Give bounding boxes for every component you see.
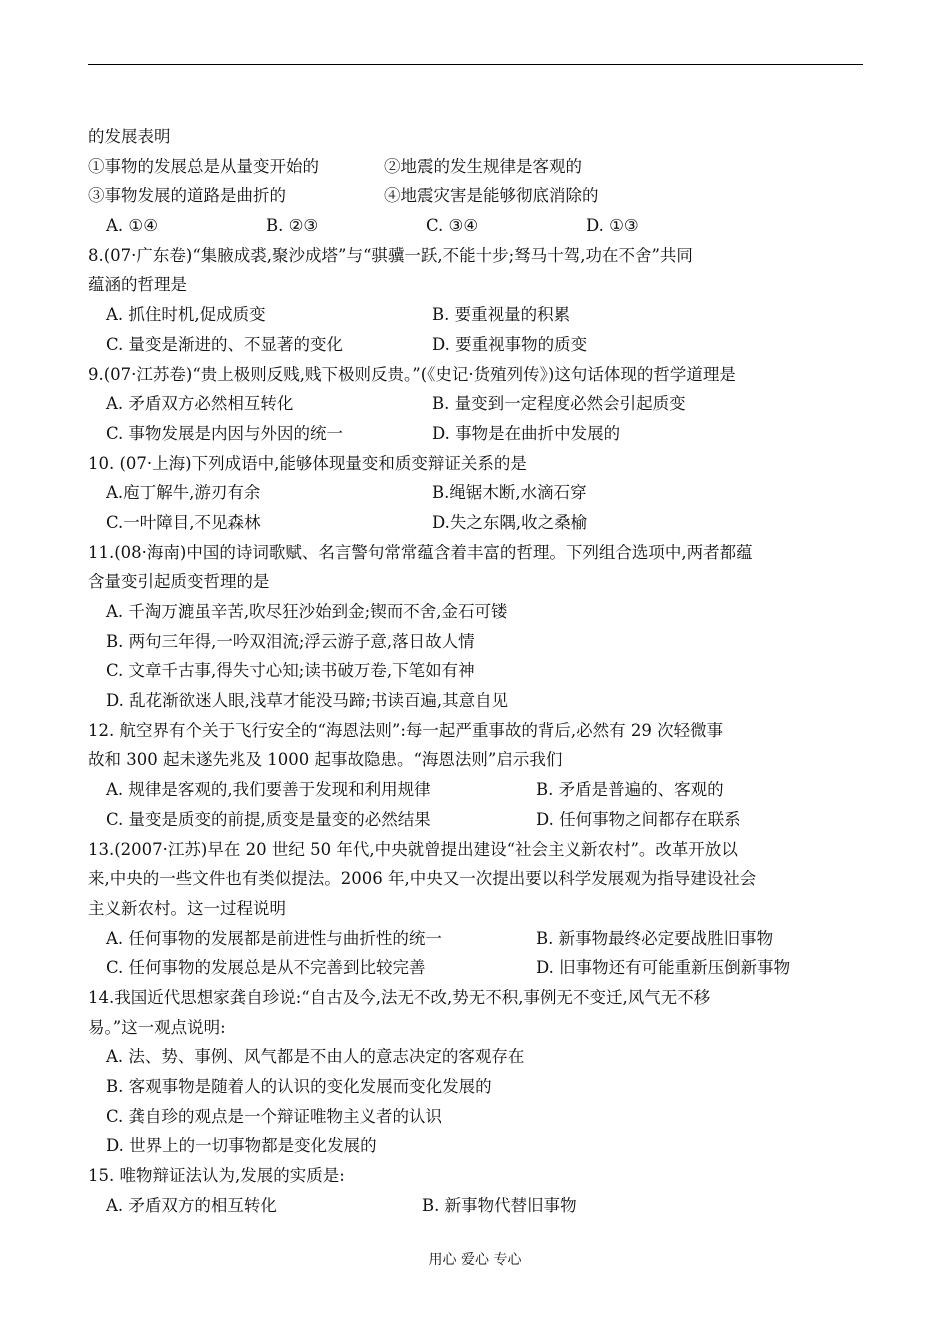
text-line: [88, 656, 868, 686]
option-text: B.绳锯木断,水滴石穿: [432, 483, 587, 503]
option-text: C. ③④: [426, 216, 479, 236]
text-line: [88, 152, 868, 182]
text-line: [88, 1013, 868, 1043]
option-text: A. 规律是客观的,我们要善于发现和利用规律: [106, 780, 431, 800]
text-line: [88, 835, 868, 865]
line-text: D. 乱花渐欲迷人眼,浅草才能没马蹄;书读百遍,其意自见: [106, 691, 509, 711]
text-line: [88, 360, 868, 390]
line-text: C. 文章千古事,得失寸心知;读书破万卷,下笔如有神: [106, 661, 475, 681]
text-line: [88, 805, 868, 835]
option-text: D. 要重视事物的质变: [432, 334, 588, 354]
text-line: [88, 1042, 868, 1072]
option-text: D. ①③: [586, 216, 639, 236]
option-text: B. 新事物最终必定要战胜旧事物: [536, 928, 774, 948]
text-line: [88, 597, 868, 627]
line-text: 来,中央的一些文件也有类似提法。2006 年,中央又一次提出要以科学发展观为指导建设社会: [88, 869, 757, 889]
text-line: [88, 478, 868, 508]
line-text: A. 法、势、事例、风气都是不由人的意志决定的客观存在: [106, 1047, 525, 1067]
option-text: C. 事物发展是内因与外因的统一: [106, 423, 344, 443]
text-line: [88, 686, 868, 716]
text-line: [88, 270, 868, 300]
line-text: D. 世界上的一切事物都是变化发展的: [106, 1136, 377, 1156]
text-line: [88, 627, 868, 657]
option-text: D.失之东隅,收之桑榆: [432, 512, 588, 532]
line-text: 易。”这一观点说明:: [88, 1017, 226, 1037]
option-text: B. 要重视量的积累: [432, 305, 571, 325]
option-text: B. 新事物代替旧事物: [422, 1195, 577, 1215]
line-text: 9.(07·江苏卷)“贵上极则反贱,贱下极则反贵。”(《史记·货殖列传》)这句话体现的哲学道理是: [88, 364, 736, 384]
line-text: A. 千淘万漉虽辛苦,吹尽狂沙始到金;锲而不舍,金石可镂: [106, 602, 508, 621]
option-text: A. 矛盾双方必然相互转化: [106, 394, 294, 414]
line-text: B. 客观事物是随着人的认识的变化发展而变化发展的: [106, 1077, 492, 1096]
option-text: C.一叶障目,不见森林: [106, 512, 261, 532]
text-line: [88, 449, 868, 479]
text-line: [88, 1131, 868, 1161]
option-text: B. 量变到一定程度必然会引起质变: [432, 394, 686, 414]
line-text: 11.(08·海南)中国的诗词歌赋、名言警句常常蕴含着丰富的哲理。下列组合选项中,两者都蕴: [88, 542, 753, 562]
text-line: [88, 745, 868, 775]
line-text: B. 两句三年得,一吟双泪流;浮云游子意,落日故人情: [106, 631, 475, 651]
text-line: [88, 716, 868, 746]
text-line: [88, 983, 868, 1013]
line-text: C. 龚自珍的观点是一个辩证唯物主义者的认识: [106, 1106, 443, 1126]
text-line: [88, 181, 868, 211]
text-line: [88, 330, 868, 360]
option-text: D. 事物是在曲折中发展的: [432, 423, 621, 443]
option-text: D. 任何事物之间都存在联系: [536, 809, 741, 829]
line-text: 蕴涵的哲理是: [88, 275, 187, 295]
text-line: [88, 508, 868, 538]
header-rule: [88, 64, 863, 65]
text-line: [88, 1161, 868, 1191]
page-footer: 用心 爱心 专心: [428, 1252, 522, 1268]
option-text: A. 任何事物的发展都是前进性与曲折性的统一: [106, 928, 442, 948]
option-text: C. 任何事物的发展总是从不完善到比较完善: [106, 958, 426, 978]
text-line: [88, 894, 868, 924]
line-text: 主义新农村。这一过程说明: [88, 898, 286, 918]
line-text: 12. 航空界有个关于飞行安全的“海恩法则”:每一起严重事故的背后,必然有 29 次轻微事: [88, 720, 724, 740]
option-text: D. 旧事物还有可能重新压倒新事物: [536, 958, 791, 978]
text-line: [88, 389, 868, 419]
text-line: [88, 1102, 868, 1132]
option-text: ②地震的发生规律是客观的: [384, 156, 582, 176]
option-text: ④地震灾害是能够彻底消除的: [384, 186, 599, 206]
line-text: 15. 唯物辩证法认为,发展的实质是:: [88, 1166, 345, 1186]
line-text: 含量变引起质变哲理的是: [88, 572, 270, 592]
text-line: [88, 775, 868, 805]
option-text: ③事物发展的道路是曲折的: [88, 186, 286, 206]
text-line: [88, 419, 868, 449]
option-text: A. 抓住时机,促成质变: [106, 305, 266, 325]
option-text: A. 矛盾双方的相互转化: [106, 1195, 277, 1215]
text-line: [88, 300, 868, 330]
option-text: C. 量变是渐进的、不显著的变化: [106, 334, 344, 354]
option-text: A.庖丁解牛,游刃有余: [106, 483, 261, 503]
line-text: 13.(2007·江苏)早在 20 世纪 50 年代,中央就曾提出建设“社会主义新农村”。改革开放以: [88, 839, 738, 859]
text-line: [88, 241, 868, 271]
document-body: [88, 122, 868, 1220]
option-text: B. 矛盾是普遍的、客观的: [536, 780, 724, 800]
option-text: A. ①④: [106, 216, 158, 236]
text-line: [88, 1072, 868, 1102]
text-line: [88, 864, 868, 894]
text-line: [88, 567, 868, 597]
line-text: 故和 300 起未遂先兆及 1000 起事故隐患。“海恩法则”启示我们: [88, 750, 563, 770]
text-line: [88, 953, 868, 983]
option-text: B. ②③: [266, 216, 319, 236]
option-text: C. 量变是质变的前提,质变是量变的必然结果: [106, 809, 431, 829]
text-line: [88, 211, 868, 241]
text-line: [88, 924, 868, 954]
line-text: 的发展表明: [88, 127, 171, 146]
line-text: 10. (07·上海)下列成语中,能够体现量变和质变辩证关系的是: [88, 453, 527, 473]
line-text: 14.我国近代思想家龚自珍说:“自古及今,法无不改,势无不积,事例无不变迁,风气无不移: [88, 987, 711, 1007]
text-line: [88, 1191, 868, 1221]
text-line: [88, 122, 868, 152]
option-text: ①事物的发展总是从量变开始的: [88, 156, 319, 176]
line-text: 8.(07·广东卷)“集腋成裘,聚沙成塔”与“骐骥一跃,不能十步;驽马十驾,功在不舍”共同: [88, 245, 693, 265]
text-line: [88, 538, 868, 568]
